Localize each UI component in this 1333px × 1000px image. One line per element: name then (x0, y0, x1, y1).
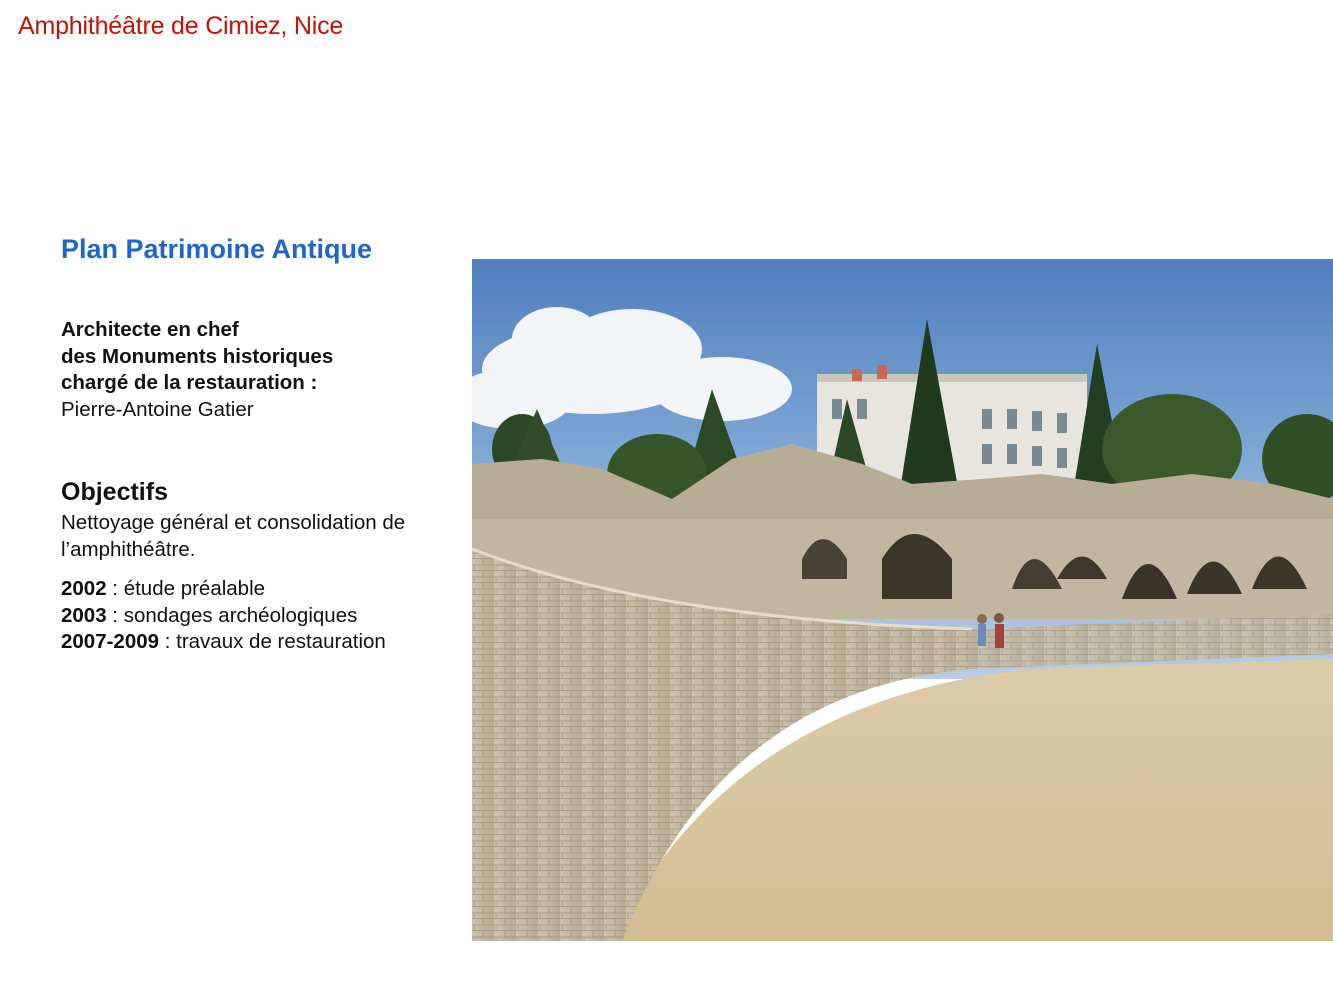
timeline-year: 2003 (61, 603, 107, 627)
architect-line-1: Architecte en chef (61, 318, 239, 341)
amphitheatre-illustration (472, 259, 1333, 941)
architect-block (61, 317, 333, 423)
timeline-item (61, 603, 386, 630)
timeline-year: 2002 (61, 577, 107, 600)
timeline-year: 2007-2009 (61, 630, 160, 653)
section-title: Plan Patrimoine Antique (61, 234, 373, 264)
timeline-list (61, 576, 386, 656)
objectives-text: Nettoyage général et consolidation de l’amphithéâtre. (61, 511, 406, 561)
architect-line-2: des Monuments historiques (61, 344, 334, 368)
timeline-label: : étude préalable (106, 577, 266, 600)
objectives-title: Objectifs (61, 478, 168, 506)
amphitheatre-photo (472, 259, 1333, 941)
architect-name: Pierre-Antoine Gatier (61, 397, 254, 421)
timeline-item (61, 576, 386, 603)
timeline-item (61, 629, 386, 656)
slide-header-title: Amphithéâtre de Cimiez, Nice (18, 12, 344, 40)
architect-line-3: chargé de la restauration : (61, 371, 318, 394)
timeline-label: : sondages archéologiques (106, 603, 358, 627)
timeline-label: : travaux de restauration (159, 630, 386, 653)
